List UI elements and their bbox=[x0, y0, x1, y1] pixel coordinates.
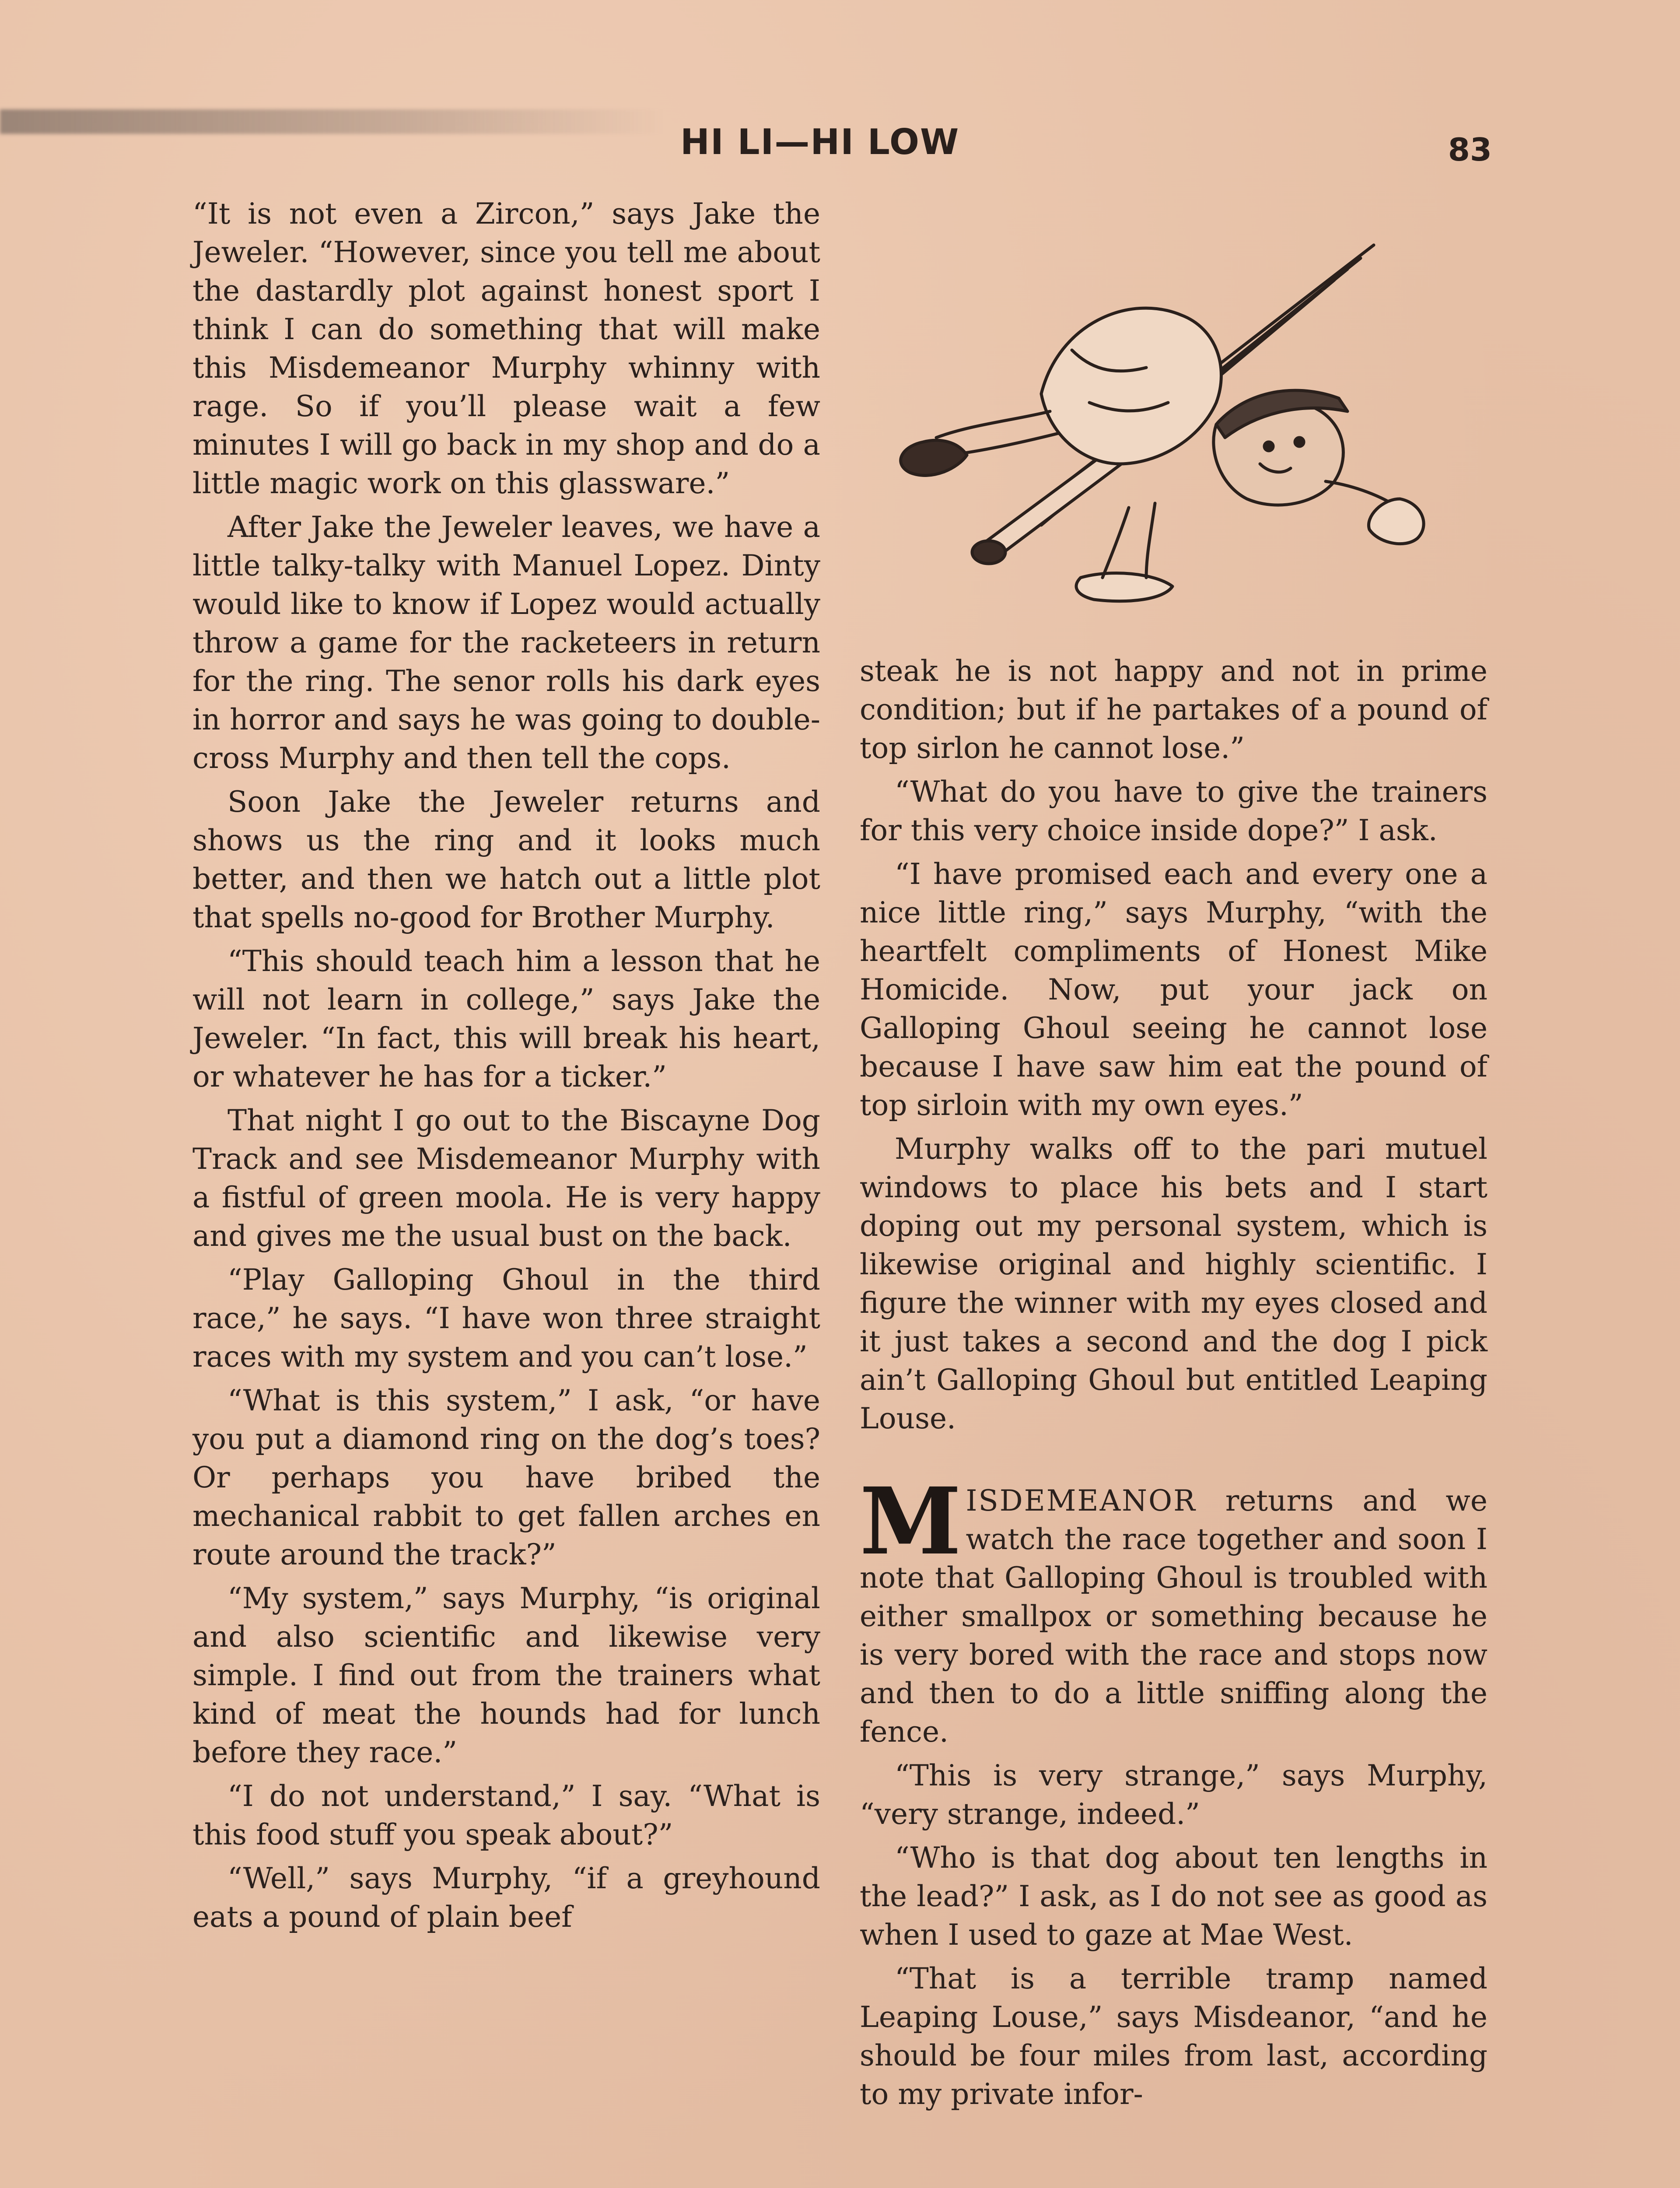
page-number: 83 bbox=[1448, 131, 1492, 168]
drop-cap: M bbox=[860, 1467, 962, 1575]
paragraph: “I do not understand,” I say. “What is this food stuff you speak about?” bbox=[192, 1779, 820, 1851]
paragraph: “That is a terrible tramp named Leaping Louse,” says Misdeanor, “and he should be four miles from last, according to my private infor- bbox=[860, 1962, 1488, 2111]
stick-end bbox=[972, 541, 1005, 564]
paragraph: “What do you have to give the trainers for this very choice inside dope?” I ask. bbox=[860, 775, 1488, 847]
paragraph: After Jake the Jeweler leaves, we have a little talky-talky with Manuel Lopez. Dinty would like to know if Lopez would actually throw a game for the racketeers in return for the ring. The senor rolls his dark eyes in horror and says he was going to double-cross Murphy and then tell the cops. bbox=[192, 510, 820, 775]
shoe-shape bbox=[901, 440, 967, 475]
hand-shape bbox=[1368, 499, 1424, 544]
paragraph: “What is this system,” I ask, “or have you put a diamond ring on the dog’s toes? Or perhaps you have bribed the mechanical rabbit to get fallen arches en route around the track?” bbox=[192, 1384, 820, 1571]
paragraph: “It is not even a Zircon,” says Jake the Jeweler. “However, since you tell me about the dastardly plot against honest sport I think I can do something that will make this Misdemeanor Murphy whinny with rage. So if you’ll please wait a few minutes I will go back in my shop and do a little magic work on this glassware.” bbox=[192, 197, 820, 500]
paragraph-continuation: steak he is not happy and not in prime condition; but if he partakes of a pound of top sirlon he cannot lose.” bbox=[860, 654, 1488, 765]
right-column bbox=[860, 652, 1488, 2119]
running-title: HI LI—HI LOW bbox=[680, 122, 960, 162]
paragraph-with-dropcap bbox=[860, 1467, 1488, 1751]
paragraph: “Who is that dog about ten lengths in the lead?” I ask, as I do not see as good as when I used to gaze at Mae West. bbox=[860, 1841, 1488, 1952]
left-column bbox=[192, 195, 820, 1942]
dropcap-word-rest: ISDEMEANOR bbox=[966, 1484, 1197, 1518]
foot-shape bbox=[1076, 573, 1172, 601]
paragraph: “This should teach him a lesson that he will not learn in college,” says Jake the Jeweler. “In fact, this will break his heart, or whatever he has for a ticker.” bbox=[192, 944, 820, 1094]
paragraph: “Well,” says Murphy, “if a greyhound eats a pound of plain beef bbox=[192, 1862, 820, 1934]
paragraph: “Play Galloping Ghoul in the third race,” he says. “I have won three straight races with my system and you can’t lose.” bbox=[192, 1263, 820, 1374]
paragraph: “This is very strange,” says Murphy, “very strange, indeed.” bbox=[860, 1759, 1488, 1831]
paragraph: Soon Jake the Jeweler returns and shows us the ring and it looks much better, and then we hatch out a little plot that spells no-good for Brother Murphy. bbox=[192, 785, 820, 934]
spot-illustration bbox=[884, 236, 1435, 630]
dropcap-paragraph-rest: returns and we watch the race together and soon I note that Galloping Ghoul is troubled with either smallpox or something because he is very bored with the race and stops now and then to do a little sniffing along the fence. bbox=[860, 1484, 1488, 1749]
eye-dot bbox=[1295, 438, 1304, 446]
eye-dot bbox=[1264, 442, 1273, 451]
paragraph: That night I go out to the Biscayne Dog Track and see Misdemeanor Murphy with a fistful of green moola. He is very happy and gives me the usual bust on the back. bbox=[192, 1104, 820, 1253]
body-shape bbox=[1041, 308, 1221, 464]
paragraph: “My system,” says Murphy, “is original and also scientific and likewise very simple. I find out from the trainers what kind of meat the hounds had for lunch before they race.” bbox=[192, 1581, 820, 1769]
paragraph: “I have promised each and every one a nice little ring,” says Murphy, “with the heartfelt compliments of Honest Mike Homicide. Now, put your jack on Galloping Ghoul seeing he cannot lose because I have saw him eat the pound of top sirloin with my own eyes.” bbox=[860, 857, 1488, 1122]
paragraph: Murphy walks off to the pari mutuel windows to place his bets and I start doping out my personal system, which is likewise original and highly scientific. I figure the winner with my eyes closed and it just takes a second and the dog I pick ain’t Galloping Ghoul but entitled Leaping Louse. bbox=[860, 1132, 1488, 1435]
print-smudge bbox=[0, 109, 665, 134]
